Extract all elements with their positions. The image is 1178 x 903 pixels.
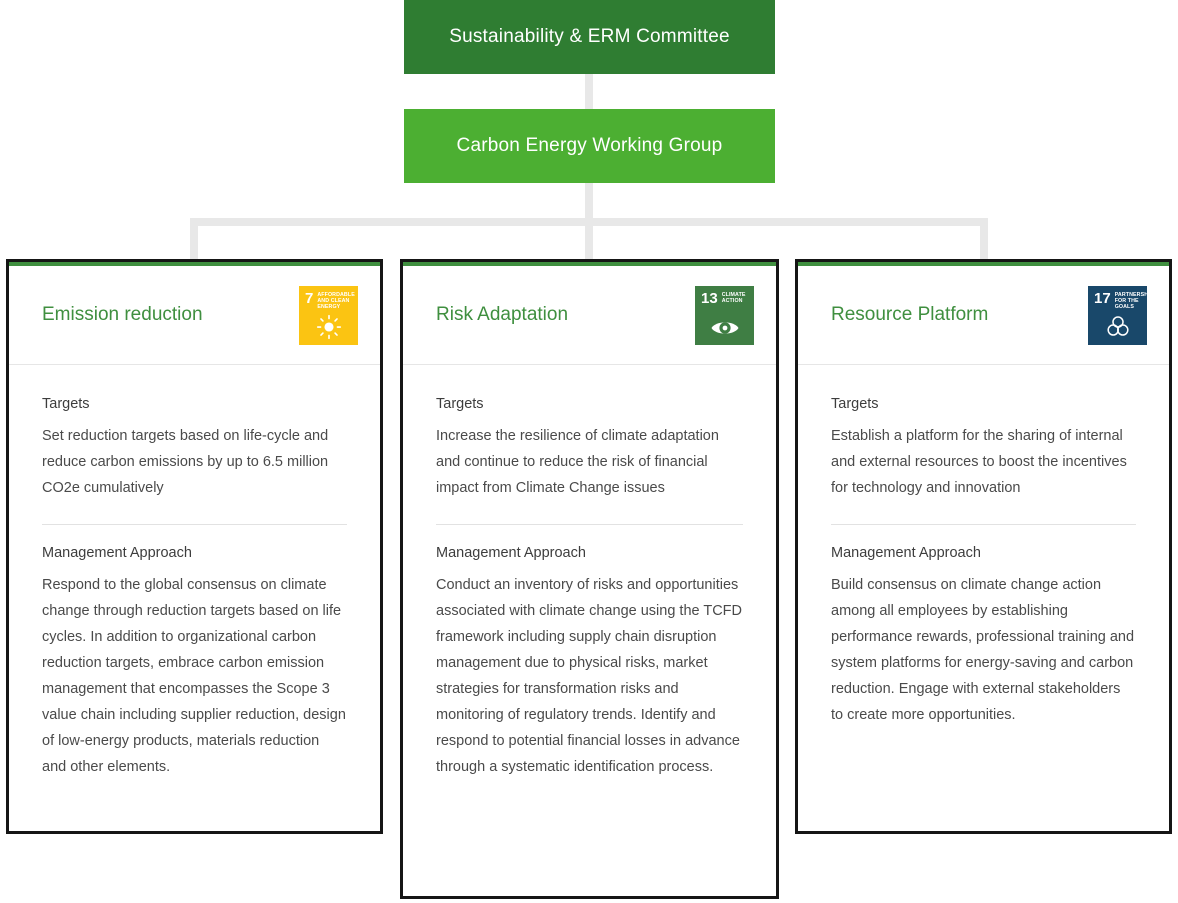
card-divider bbox=[42, 524, 347, 525]
eye-globe-icon bbox=[695, 315, 754, 340]
sdg-label: CLIMATE ACTION bbox=[721, 291, 746, 304]
card-title: Emission reduction bbox=[42, 304, 203, 325]
pillar-card bbox=[400, 259, 779, 899]
connector-horizontal-bus bbox=[190, 218, 988, 226]
committee-box bbox=[404, 0, 775, 74]
connector-branch-left bbox=[190, 218, 198, 262]
sdg-badge bbox=[299, 286, 358, 345]
interlocking-circles-icon bbox=[1088, 313, 1147, 339]
targets-text: Increase the resilience of climate adaptation and continue to reduce the risk of financial impact from Climate Change issues bbox=[436, 428, 719, 496]
approach-heading: Management Approach bbox=[42, 544, 192, 561]
targets-heading: Targets bbox=[42, 396, 90, 412]
sdg-badge bbox=[695, 286, 754, 345]
card-body bbox=[9, 365, 380, 780]
sdg-number: 13 bbox=[701, 289, 718, 307]
approach-text: Build consensus on climate change action among all employees by establishing performance rewards, professional training and system platforms for energy-saving and carbon reduction. Engage with external stakeholders to create more opportunities. bbox=[831, 576, 1135, 723]
card-title: Resource Platform bbox=[831, 304, 989, 325]
approach-heading: Management Approach bbox=[831, 544, 981, 561]
sun-icon bbox=[299, 313, 358, 339]
card-body bbox=[403, 365, 776, 780]
targets-text: Set reduction targets based on life-cycle and reduce carbon emissions by up to 6.5 million CO2e cumulatively bbox=[42, 428, 329, 496]
sdg-badge bbox=[1088, 286, 1157, 345]
card-header bbox=[9, 262, 380, 365]
working-group-box bbox=[404, 109, 775, 183]
working-group-label: Carbon Energy Working Group bbox=[456, 135, 723, 156]
sdg-number: 7 bbox=[305, 289, 314, 307]
card-title: Risk Adaptation bbox=[436, 304, 569, 325]
targets-heading: Targets bbox=[831, 396, 879, 412]
connector-committee-to-workgroup bbox=[585, 74, 593, 109]
pillar-card bbox=[6, 259, 383, 834]
card-divider bbox=[436, 524, 743, 525]
approach-text: Respond to the global consensus on climate change through reduction targets based on life cycles. In addition to organizational carbon reduction targets, embrace carbon emission management that encompasses the Scope 3 value chain including supplier reduction, design of low-energy products, materials reduction and other elements. bbox=[42, 576, 346, 775]
pillar-card bbox=[795, 259, 1172, 834]
committee-label: Sustainability & ERM Committee bbox=[449, 26, 730, 47]
sdg-label: AFFORDABLE AND CLEAN ENERGY bbox=[317, 291, 355, 311]
card-body bbox=[798, 365, 1169, 729]
targets-heading: Targets bbox=[436, 396, 484, 412]
targets-text: Establish a platform for the sharing of internal and external resources to boost the incentives for technology and innovation bbox=[831, 428, 1127, 496]
card-divider bbox=[831, 524, 1136, 525]
approach-heading: Management Approach bbox=[436, 544, 586, 561]
sdg-number: 17 bbox=[1094, 289, 1111, 307]
card-header bbox=[798, 262, 1169, 365]
card-header bbox=[403, 262, 776, 365]
connector-branch-right bbox=[980, 218, 988, 262]
sdg-label: PARTNERSHIPS FOR THE GOALS bbox=[1114, 291, 1157, 311]
approach-text: Conduct an inventory of risks and opportunities associated with climate change using the TCFD framework including supply chain disruption management due to physical risks, market strategies for transformation risks and monitoring of regulatory trends. Identify and respond to potential financial losses in advance through a systematic identification process. bbox=[436, 576, 742, 775]
